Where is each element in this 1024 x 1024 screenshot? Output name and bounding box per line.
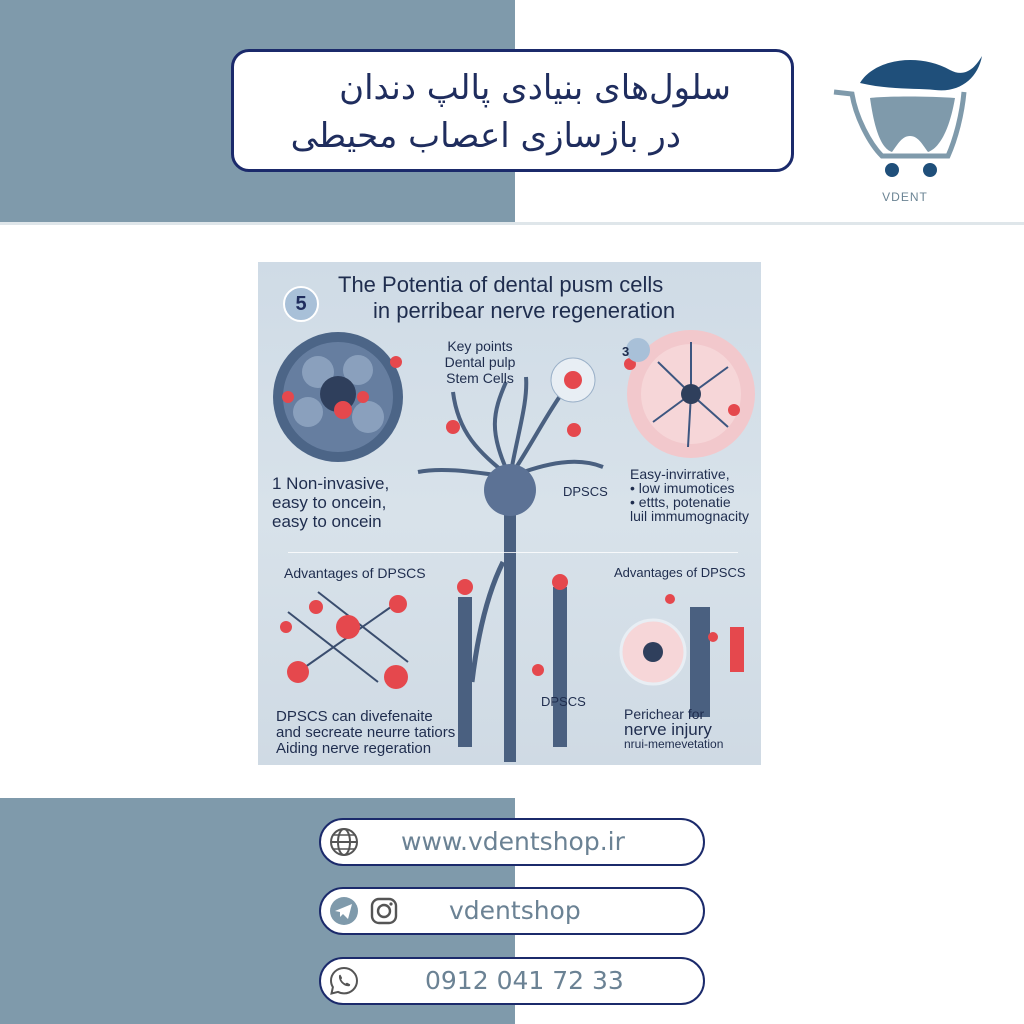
left-bottom-line: and secreate neurre tatiors [276, 724, 456, 741]
right-bottom-line: nerve injury [624, 720, 712, 739]
left-top-line: easy to oncein, [272, 493, 387, 512]
left-bottom-line: Aiding nerve regeration [276, 740, 432, 757]
dpscs-bottom-label: DPSCS [541, 694, 586, 709]
social-handle[interactable]: vdentshop [449, 896, 581, 925]
whatsapp-icon [327, 964, 361, 998]
circle-number-label: 3 [622, 344, 630, 359]
header-divider [0, 222, 1024, 225]
key-points-label [430, 338, 530, 386]
phone-contact[interactable] [319, 957, 705, 1005]
infographic-title-line1: The Potentia of dental pusm cells [338, 272, 664, 297]
social-contact[interactable] [319, 887, 705, 935]
page-title-line1: سلول‌های بنیادی پالپ دندان [339, 68, 731, 108]
right-bottom-line: nrui-memevetation [624, 737, 724, 751]
instagram-icon [367, 894, 401, 928]
right-bottom-line: Perichear for [624, 706, 705, 722]
right-top-text [630, 467, 760, 523]
left-top-line: 1 Non-invasive, [272, 474, 390, 493]
infographic-title-line2: in perribear nerve regeneration [373, 298, 676, 323]
left-bottom-text [276, 709, 466, 757]
left-top-text [272, 474, 442, 531]
infographic-number-badge: 5 [283, 286, 319, 322]
vdent-logo [830, 48, 990, 218]
phone-number[interactable]: 0912 041 72 33 [425, 966, 624, 995]
infographic-separator [288, 552, 738, 553]
infographic-image [258, 262, 761, 765]
left-top-line: easy to oncein [272, 512, 382, 531]
infographic-title [338, 272, 758, 324]
right-top-line: luil immumognacity [630, 508, 750, 524]
right-top-line: • ettts, potenatie [630, 494, 731, 510]
right-top-line: Easy-invirrative, [630, 466, 730, 482]
key-points-line: Dental pulp [444, 354, 516, 370]
dpscs-center-label: DPSCS [563, 484, 608, 499]
page-title-box [231, 49, 794, 172]
website-link[interactable]: www.vdentshop.ir [401, 827, 625, 856]
left-bottom-line: DPSCS can divefenaite [276, 708, 433, 725]
telegram-icon [327, 894, 361, 928]
advantages-left-heading: Advantages of DPSCS [284, 565, 426, 581]
key-points-line: Key points [447, 338, 513, 354]
globe-icon [327, 825, 361, 859]
key-points-line: Stem Cells [446, 370, 514, 386]
website-contact[interactable] [319, 818, 705, 866]
tooth-cart-icon [830, 48, 990, 193]
logo-text: VDENT [882, 190, 928, 204]
advantages-right-heading: Advantages of DPSCS [614, 565, 746, 580]
right-bottom-text [624, 707, 759, 752]
page-title-line2: در بازسازی اعصاب محیطی [290, 116, 681, 156]
right-top-line: • low imumotices [630, 480, 735, 496]
